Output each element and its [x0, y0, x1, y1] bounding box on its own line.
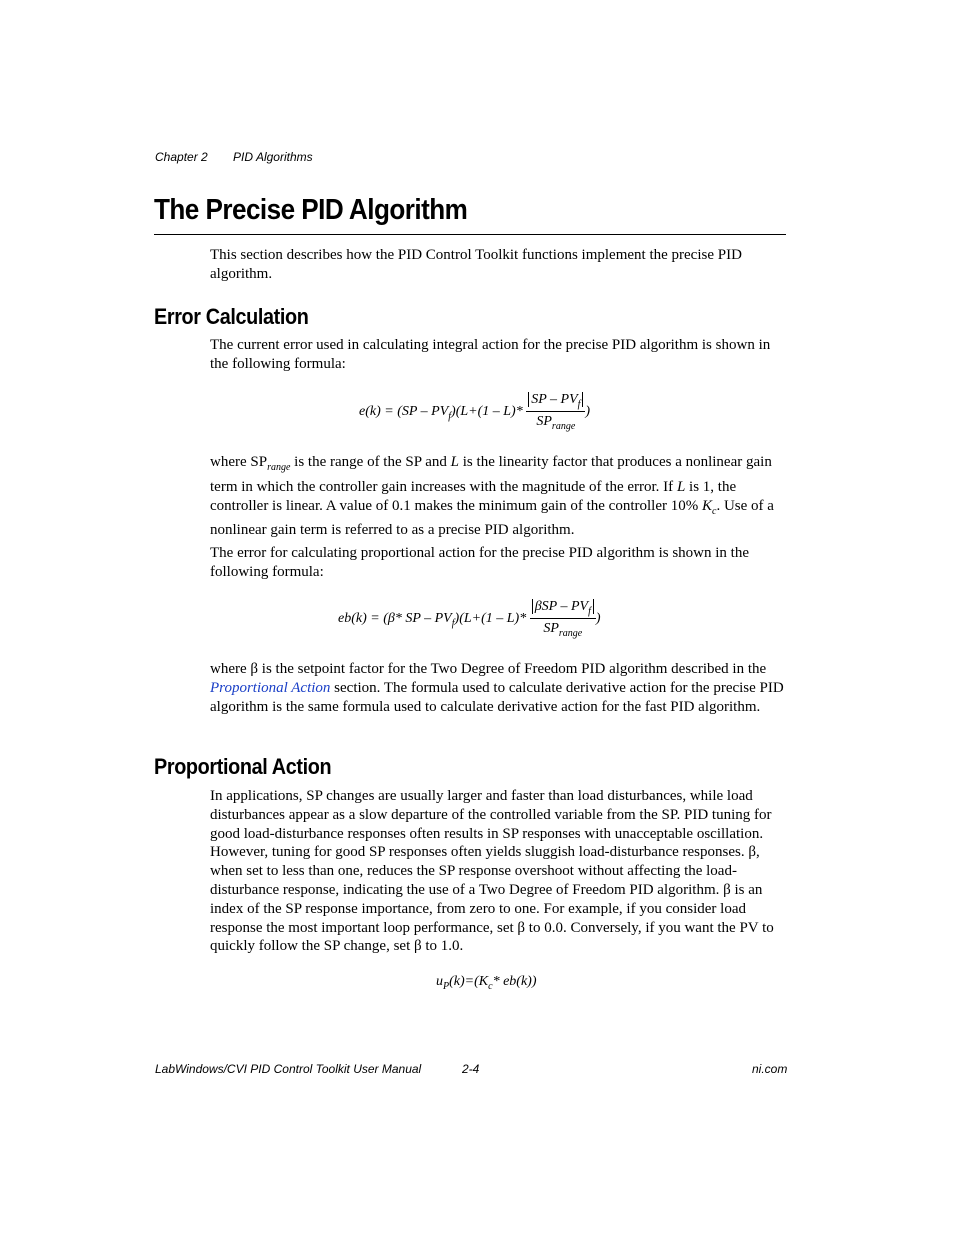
chapter-label: Chapter 2 — [155, 150, 208, 164]
eq2-numerator: βSP – PV — [534, 599, 589, 614]
eq1-fraction — [526, 392, 585, 432]
eq3-k-sub: c — [488, 981, 493, 992]
eq2-mid: )(L+(1 – L)* — [454, 611, 527, 627]
footer-manual-title: LabWindows/CVI PID Control Toolkit User Manual — [155, 1062, 422, 1076]
error-calculation-heading: Error Calculation — [154, 304, 309, 329]
proportional-output-equation — [436, 974, 536, 992]
eq2-denominator-sub: range — [558, 628, 583, 639]
error-paragraph-4: where β is the setpoint factor for the Two Degree of Freedom PID algorithm described in the Proportional Action section. The formula used to calculate derivative action for the precise PID algorithm is the same formula used to calculate derivative action for the fast PID algorithm. — [210, 661, 784, 715]
proportional-action-heading: Proportional Action — [154, 754, 332, 779]
eq2-close: ) — [595, 611, 601, 627]
eq2-lhs: eb(k) = (β* SP – PV — [338, 611, 452, 627]
eq1-lhs: e(k) = (SP – PV — [359, 404, 449, 420]
footer-website: ni.com — [752, 1062, 788, 1076]
eq1-close: ) — [585, 404, 591, 420]
error-equation — [359, 392, 590, 432]
eq2-denominator: SP — [543, 621, 559, 636]
eq2-numerator-sub: f — [588, 606, 591, 617]
eq2-fraction — [530, 599, 596, 639]
eq1-denominator-sub: range — [551, 421, 576, 432]
eq2-lhs-sub: f — [451, 618, 455, 630]
title-rule — [154, 234, 786, 235]
eq1-denominator: SP — [536, 414, 552, 429]
error-paragraph-2: where $SP_{range}$ is the range of the SP and L is the linearity factor that produces a nonlinear gain term in which the controller gain increases with the magnitude of the error. If L is 1, the controller is linear. A value of 0.1 makes the minimum gain of the controller 10% $K_c$. Use of a nonlinear gain term is referred to as a precise PID algorithm. — [210, 454, 774, 539]
eq3-u: u — [436, 974, 443, 989]
eq3-body: (k)=(K — [449, 974, 489, 989]
error-paragraph-1: The current error used in calculating integral action for the precise PID algorithm is shown in the following formula: — [210, 337, 771, 372]
eq3-tail: * eb(k)) — [492, 974, 537, 989]
intro-paragraph: This section describes how the PID Control Toolkit functions implement the precise PID algorithm. — [210, 247, 742, 282]
error-paragraph-3: The error for calculating proportional action for the precise PID algorithm is shown in the following formula: — [210, 545, 750, 580]
eq1-lhs-sub: f — [448, 411, 452, 423]
footer-page-number: 2-4 — [462, 1062, 480, 1076]
eq3-u-sub: P — [443, 981, 450, 992]
eq1-numerator: SP – PV — [531, 392, 578, 407]
section-label: PID Algorithms — [233, 150, 313, 164]
running-header — [155, 150, 335, 164]
proportional-error-equation — [338, 599, 601, 639]
eq1-numerator-sub: f — [577, 399, 581, 410]
proportional-paragraph: In applications, SP changes are usually larger and faster than load disturbances, while load disturbances appear as a slow departure of the controlled variable from the SP. PID tuning for good load-disturbance responses often results in SP responses with unacceptable oscillation. However, tuning for good SP responses often yields sluggish load-disturbance responses. β, when set to less than one, reduces the SP response overshoot without affecting the load-disturbance response, indicating the use of a Two Degree of Freedom PID algorithm. β is an index of the SP response importance, from zero to one. For example, if you consider load response the most important loop performance, set β to 0.0. Conversely, if you want the PV to quickly follow the SP change, set β to 1.0. — [210, 788, 774, 955]
page-title: The Precise PID Algorithm — [154, 194, 468, 226]
eq1-mid: )(L+(1 – L)* — [451, 404, 523, 420]
proportional-action-link[interactable]: Proportional Action — [210, 679, 331, 696]
